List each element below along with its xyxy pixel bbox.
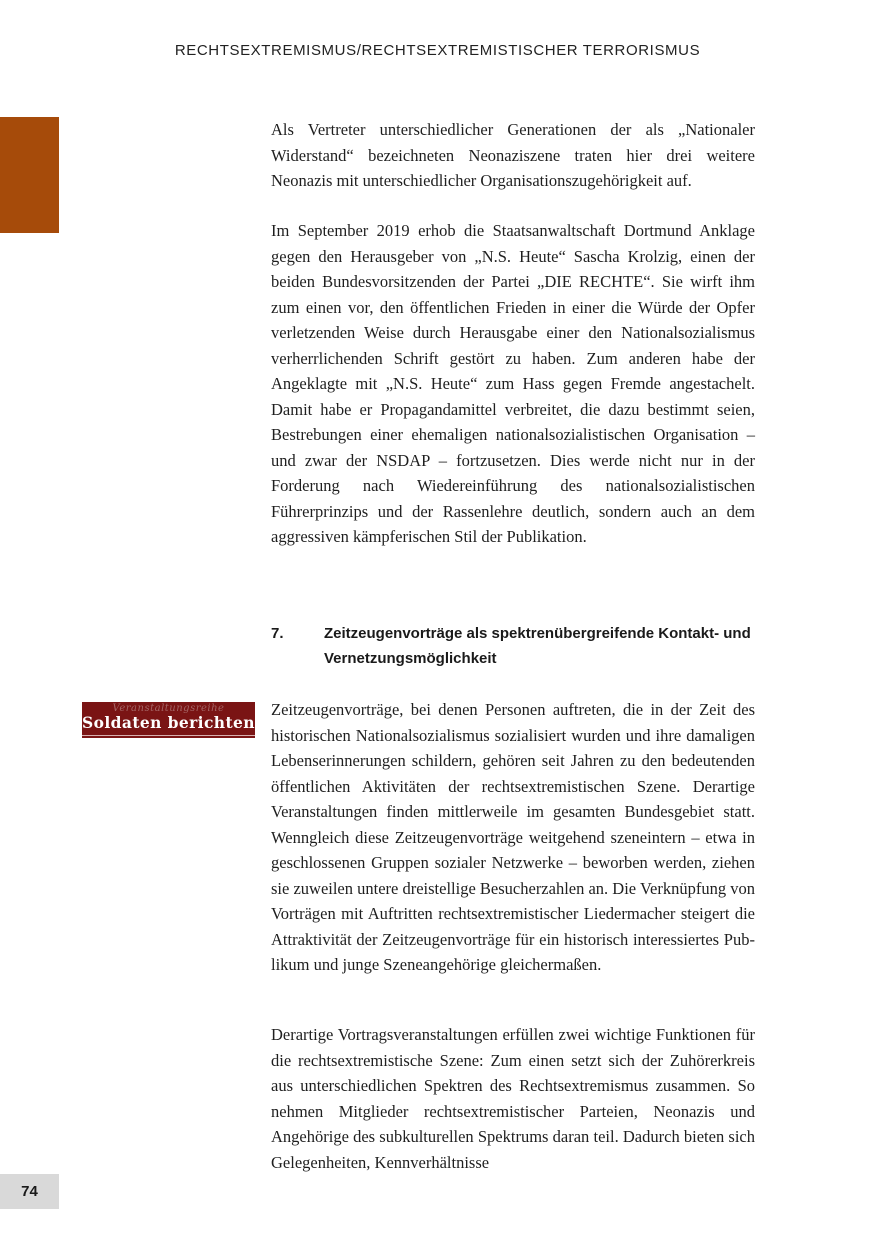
running-header: RECHTSEXTREMISMUS/RECHTSEXTREMISTISCHER TERRORISMUS [174,42,701,59]
banner-rule [82,735,255,736]
page-number: 74 [0,1174,59,1209]
soldaten-berichten-banner-image [82,702,255,738]
paragraph-block-1 [271,117,755,194]
paragraph-1: Als Vertreter unterschiedlicher Generationen der als „Nationaler Widerstand“ bezeichneten Neonaziszene traten hier drei weitere Neonazis mit unterschiedlicher Organisationszugehörigkeit auf. [271,120,755,190]
paragraph-block-2 [271,218,755,550]
paragraph-4: Derartige Vortragsveranstaltungen erfüllen zwei wichtige Funktionen für die rechtsextremistische Szene: Zum einen setzt sich der Zuhörerkreis aus unterschiedlichen Spektren des Rechtsextremismus zusammen. So nehmen Mitglieder rechtsextremistischer Parteien, Neonazis und Angehörige des subkulturellen Spektrums daran teil. Dadurch bieten sich Gelegenheiten, Kennverhältnisse [271,1025,755,1172]
section-title: Zeitzeugenvorträge als spektrenübergreifende Kontakt- und Vernetzungsmöglichkeit [324,625,751,667]
paragraph-block-3 [271,697,755,978]
paragraph-2: Im September 2019 erhob die Staatsanwaltschaft Dortmund Anklage gegen den Herausgeber von „N.S. Heute“ Sascha Krolzig, einen der beiden Bundesvorsitzenden der Partei „DIE RECHTE“. Sie wirft ihm zum einen vor, den öffentlichen Frieden in einer die Würde der Opfer verletzenden Weise durch Herausgabe einer den Nationalsozialismus verherrlichenden Schrift gestört zu haben. Zum anderen habe der Angeklagte mit „N.S. Heute“ zum Hass gegen Fremde angestachelt. Damit habe er Propagandamittel verbreitet, die dazu bestimmt seien, Bestrebungen einer ehemaligen nationalsozialistischen Organisation – und zwar der NSDAP – fortzusetzen. Dies werde nicht nur in der Forderung nach Wiedereinführung des nationalsozialistischen Führerprinzips und der Rassenlehre deutlich, sondern auch an dem aggressiven kämpferischen Stil der Publikation. [271,221,755,546]
section-number: 7. [271,625,284,642]
paragraph-block-4 [271,1022,755,1175]
section-heading [271,621,755,671]
banner-subtitle: Veranstaltungsreihe [112,703,225,714]
chapter-tab-marker [0,117,59,233]
banner-title: Soldaten berichten [82,713,255,732]
paragraph-3: Zeitzeugenvorträge, bei denen Personen auftreten, die in der Zeit des historischen Nationalsozialismus sozialisiert wurden und ihre damaligen Lebenserinnerungen schildern, gehören seit Jahren zu den bedeutenden öffentlichen Aktivitäten der rechtsextremistischen Szene. Derartige Veranstaltungen finden mittlerweile im gesamten Bundesgebiet statt. Wenngleich diese Zeitzeugenvorträge weitgehend szeneintern – etwa in geschlossenen Gruppen sozialer Netzwerke – beworben werden, ziehen sie zuweilen untere dreistellige Besucherzahlen an. Die Verknüpfung von Vorträgen mit Auftritten rechtsextremistischer Liedermacher steigert die Attraktivität der Zeitzeugenvorträge für ein historisch interessiertes Publikum und junge Szeneangehörige gleichermaßen. [271,700,755,974]
